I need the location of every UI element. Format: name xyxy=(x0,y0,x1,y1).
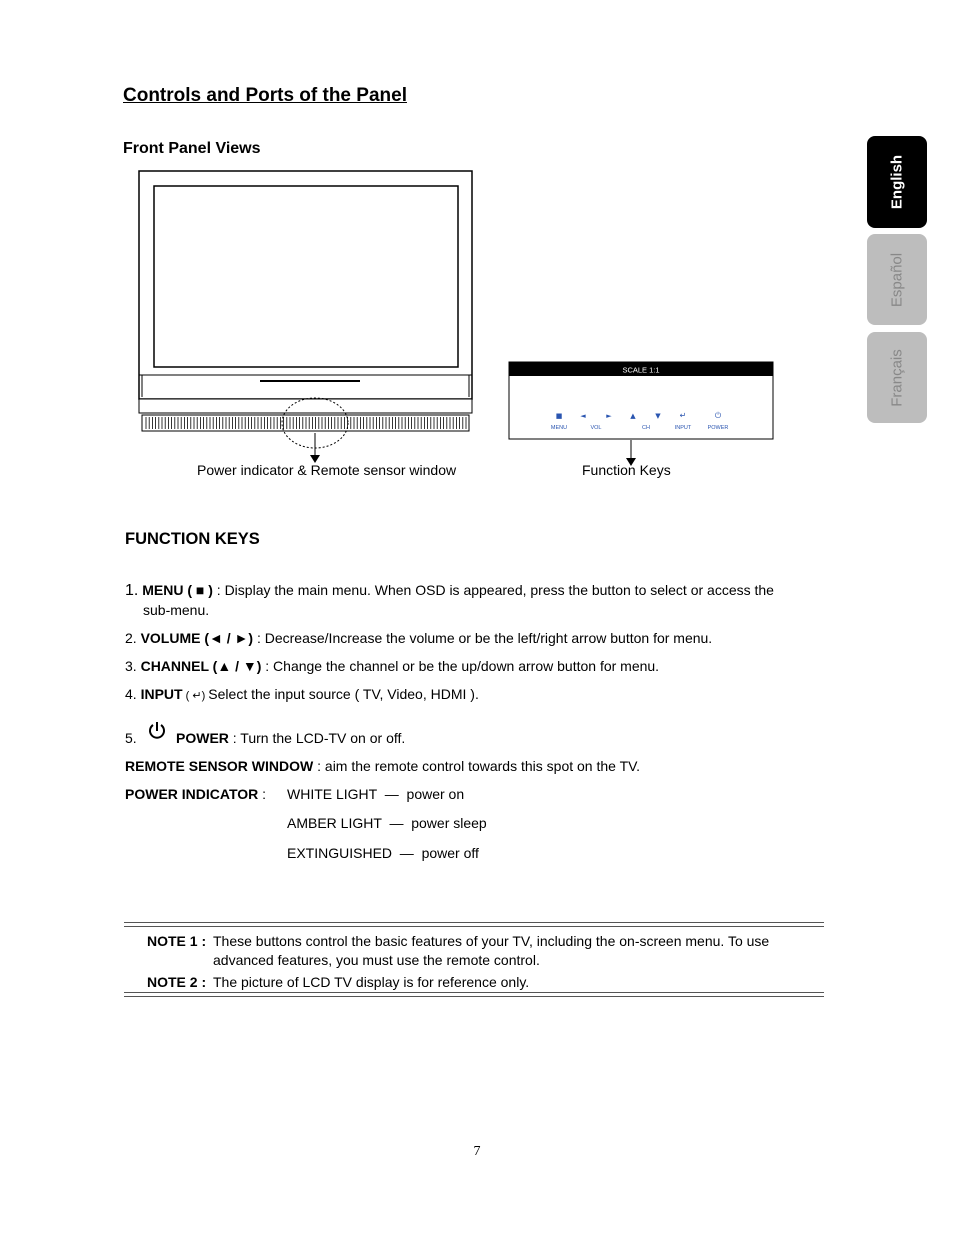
function-keys-heading: FUNCTION KEYS xyxy=(125,530,260,548)
menu-icon: ■ xyxy=(555,412,563,420)
tab-francais-label: Français xyxy=(888,348,906,407)
note-1-text-cont: advanced features, you must use the remote control. xyxy=(213,952,540,968)
item-desc: Select the input source ( TV, Video, HDMI ). xyxy=(208,686,479,702)
function-keys-panel xyxy=(505,358,777,470)
key-input-label: INPUT xyxy=(674,425,692,431)
key-vol-label: VOL xyxy=(590,425,602,431)
item-desc: : Display the main menu. When OSD is appeared, press the button to select or access the xyxy=(212,582,774,598)
tab-english[interactable] xyxy=(867,136,927,228)
item-name: INPUT xyxy=(140,686,183,702)
note-rule-bottom xyxy=(124,992,824,993)
indicator-state-row xyxy=(287,786,464,802)
item-number: 4. xyxy=(125,686,137,702)
power-indicator-name: POWER INDICATOR xyxy=(125,786,259,802)
state-name: EXTINGUISHED xyxy=(287,845,393,861)
state-dash: — xyxy=(384,786,399,802)
item-name: CHANNEL (▲ / ▼) xyxy=(140,658,262,674)
keys-caption: Function Keys xyxy=(582,462,671,478)
item-number: 1. xyxy=(125,582,139,599)
item-name: POWER xyxy=(176,730,229,746)
state-meaning: power on xyxy=(406,786,465,802)
item-number: 3. xyxy=(125,658,137,674)
power-icon xyxy=(146,720,168,742)
state-name: AMBER LIGHT xyxy=(287,815,382,831)
ch-up-icon: ▲ xyxy=(630,412,636,420)
key-vol-up[interactable] xyxy=(606,412,612,420)
tab-espanol-label: Español xyxy=(888,252,906,307)
section-subtitle: Front Panel Views xyxy=(123,140,261,157)
state-dash: — xyxy=(389,815,404,831)
tab-english-label: English xyxy=(888,154,906,210)
key-ch-label: CH xyxy=(642,425,650,431)
note-1-label: NOTE 1 : xyxy=(147,933,207,949)
key-power-label: POWER xyxy=(707,425,729,431)
indicator-state-row xyxy=(287,815,487,831)
page-title: Controls and Ports of the Panel xyxy=(123,85,407,106)
power-icon: ⏻ xyxy=(714,411,722,420)
list-item-power xyxy=(176,730,405,746)
note-rule-bottom xyxy=(124,996,824,997)
key-menu-label: MENU xyxy=(550,425,568,431)
item-desc: : Decrease/Increase the volume or be the left/right arrow button for menu. xyxy=(253,630,713,646)
power-indicator-line xyxy=(125,786,266,802)
tv-caption: Power indicator & Remote sensor window xyxy=(197,462,457,478)
vol-up-icon: ► xyxy=(606,412,612,420)
item-number: 2. xyxy=(125,630,137,646)
list-item-menu-cont: sub-menu. xyxy=(143,602,210,618)
remote-sensor-name: REMOTE SENSOR WINDOW xyxy=(125,758,314,774)
list-item-input xyxy=(125,686,479,702)
state-name: WHITE LIGHT xyxy=(287,786,377,802)
item-desc: : Turn the LCD-TV on or off. xyxy=(228,730,406,746)
power-indicator-sep: : xyxy=(258,786,267,802)
list-item-channel xyxy=(125,658,659,674)
indicator-state-row xyxy=(287,845,479,861)
tab-francais[interactable] xyxy=(867,332,927,423)
vol-down-icon: ◄ xyxy=(580,412,586,420)
tv-front-illustration xyxy=(130,165,480,465)
list-item-volume xyxy=(125,630,712,646)
state-meaning: power sleep xyxy=(411,815,487,831)
remote-sensor-line xyxy=(125,758,640,774)
note-2-text: The picture of LCD TV display is for reference only. xyxy=(213,974,530,990)
note-rule-top xyxy=(124,926,824,927)
item-name: MENU ( ■ ) xyxy=(142,582,213,598)
scale-label: SCALE 1:1 xyxy=(622,365,660,375)
state-meaning: power off xyxy=(421,845,479,861)
ch-down-icon: ▼ xyxy=(655,412,661,420)
page-number: 7 xyxy=(473,1144,481,1159)
input-icon: ( ↵) xyxy=(182,690,209,702)
state-dash: — xyxy=(399,845,414,861)
list-item-number-5: 5. xyxy=(125,730,137,746)
note-1-text: These buttons control the basic features of your TV, including the on-screen menu. To use xyxy=(213,933,770,949)
note-2-label: NOTE 2 : xyxy=(147,974,207,990)
list-item-menu xyxy=(125,582,774,600)
item-desc: : Change the channel or be the up/down arrow button for menu. xyxy=(261,658,660,674)
input-icon: ↵ xyxy=(679,411,687,420)
remote-sensor-desc: : aim the remote control towards this spot on the TV. xyxy=(313,758,641,774)
item-name: VOLUME (◄ / ►) xyxy=(140,630,254,646)
note-rule-top xyxy=(124,922,824,923)
tab-espanol[interactable] xyxy=(867,234,927,325)
key-ch-down[interactable] xyxy=(655,412,661,420)
